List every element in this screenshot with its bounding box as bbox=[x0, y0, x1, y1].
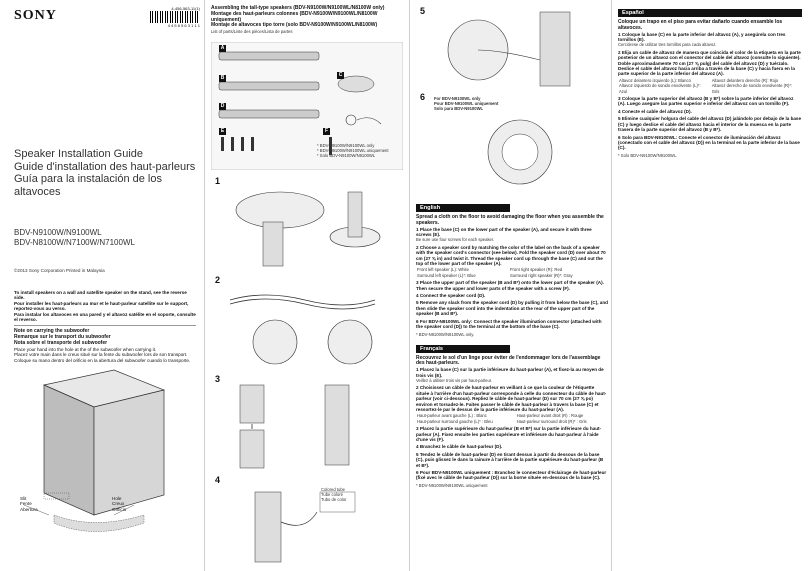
spanish-column bbox=[612, 0, 808, 571]
subwoofer-body-es: Coloque su mano dentro del orificio en la abertura del subwoofer cuando lo transporte. bbox=[14, 357, 191, 363]
english-step-5: 5 Remove any slack from the speaker cord (D) by pulling it from below the base (C), and then slide the speaker cord into the indentation at the rear of the upper part of the speaker (B and B*). bbox=[416, 300, 608, 317]
english-french-column bbox=[410, 0, 610, 571]
lang-bar-french: Français bbox=[416, 345, 510, 353]
english-steps bbox=[416, 227, 608, 330]
spanish-step-1: 1 Coloque la base (C) en la parte inferior del altavoz (A), y asegúrela con tres tornillos (E). Cerciórese de utilizar tres tornillos para cada altavoz. bbox=[618, 31, 786, 48]
spanish-footnote: * Solo BDV-N9100W/N9100WL. bbox=[618, 152, 678, 158]
barcode bbox=[150, 6, 200, 28]
spanish-step-3: 3 Coloque la parte superior del altavoz (B y B*) sobre la parte inferior del altavoz (A). Luego asegure las partes superior e inferior del altavoz con un tornillo (F). bbox=[618, 96, 794, 107]
barcode-text: 4 4 5 6 5 6 3 1 1 1 bbox=[167, 23, 200, 28]
wall-note-es: Para instalar los altavoces en una pared y el altavoz satélite en el soporte, consulte el reverso. bbox=[14, 311, 196, 323]
french-step-2: 2 Choisissez un câble de haut-parleur en veillant à ce que la couleur de l'étiquette située à l'arrière d'un haut-parleur corresponde à celle du connecteur du câble de haut-parleur (voir ci-dessous). Repliez le câble de haut-parleur (D) sur 70 cm (27 ⅝ po) environ et torsadez-le. Faites passer le câble de haut-parleur à travers la base (C) et ressortez-le par le dessus de la partie inférieure du haut-parleur (A). Haut-parleur avant gauche (L) : Blanc Haut-parleur avant droit (R) : Rouge Haut-parleur surround gauche (L)* : Bleu Haut-parleur surround droit (R)* : Gris bbox=[416, 385, 607, 424]
subwoofer-body-en: Place your hand into the hole at the of the subwoofer when carrying it. bbox=[14, 346, 157, 352]
english-step-6: 6 For BDV-N9100WL only: Connect the speaker illumination connector (attached with the speaker cord (D)) to the terminal at the bottom of the base (C). bbox=[416, 318, 602, 330]
parts-list-label: List of parts/Liste des pièces/Lista de partes bbox=[211, 29, 293, 35]
step-1-number: 1 bbox=[215, 176, 221, 186]
step-4-number: 4 bbox=[215, 475, 221, 485]
english-intro: Spread a cloth on the floor to avoid damaging the floor when you assemble the speakers. bbox=[416, 214, 604, 226]
french-step-1: 1 Placez la base (C) sur la partie inférieure du haut-parleur (A), et fixez-la au moyen de trois vis (E). Veillez à utiliser trois vis par haut-parleur. bbox=[416, 367, 604, 383]
french-step-6: 6 Pour BDV-N9100WL uniquement : Branchez le connecteur d'éclairage de haut-parleur (fixé avec le câble de haut-parleur (D)) sur la borne située en-dessous de la base (C). bbox=[416, 470, 607, 481]
french-step-3: 3 Placez la partie supérieure du haut-parleur (B et B*) sur la partie inférieure du haut-parleur (A). Fixez ensuite les parties supérieure et inférieure du haut-parleur à l'aide d'une vis (F). bbox=[416, 426, 602, 442]
step-3-number: 3 bbox=[215, 374, 221, 384]
slit-label: Slit Fente Abertura bbox=[20, 496, 38, 512]
english-step-2: 2 Choose a speaker cord by matching the color of the label on the back of a speaker with the speaker cord's connector (see below). Fold the speaker cord (D) over about 70 cm (27 ⅝ in) and twist it. Thread the speaker cord up through the base (C) and out the top of the lower part of the speaker (A). Front left speaker (L): White Front right speaker (R): Red Surround left speaker (L)*: Blue Surround right speaker (R)*: Gray bbox=[416, 244, 606, 278]
subwoofer-heading-fr: Remarque sur le transport du subwoofer bbox=[14, 334, 111, 341]
title-fr: Guide d'installation des haut-parleurs bbox=[14, 160, 196, 173]
cover-column bbox=[0, 0, 203, 571]
part-label-c: C bbox=[338, 72, 343, 78]
french-footnote: * BDV-N9100W/N9100WL uniquement bbox=[416, 482, 488, 488]
title-es: Guía para la instalación de los altavoces bbox=[14, 173, 162, 198]
spanish-intro: Coloque un trapo en el piso para evitar dañarlo cuando ensamble los altavoces. bbox=[618, 19, 783, 31]
part-number: 4-456-563-11(1) bbox=[171, 6, 200, 11]
part-label-d: D bbox=[220, 103, 225, 109]
step-2-illustration bbox=[225, 280, 395, 370]
step-1-illustration bbox=[225, 182, 395, 270]
colored-tube-label: Colored tube Tube coloré Tubo de color bbox=[321, 487, 347, 502]
parts-column bbox=[205, 0, 408, 571]
subwoofer-illustration bbox=[14, 365, 194, 565]
french-steps bbox=[416, 367, 608, 481]
step-6-number: 6 bbox=[420, 92, 426, 102]
hole-label: Hole Creux Orificio bbox=[112, 496, 127, 512]
spanish-step-4: 4 Conecte el cable del altavoz (D). bbox=[618, 108, 692, 114]
spanish-steps bbox=[618, 32, 802, 151]
step-5-number: 5 bbox=[420, 6, 426, 16]
lang-bar-spanish: Español bbox=[618, 9, 802, 17]
assembly-heading-es: Montaje de altavoces tipo torre (solo BDV-N9100W/N9100WL/N8100W) bbox=[211, 22, 378, 29]
english-step-3: 3 Place the upper part of the speaker (B and B*) onto the lower part of the speaker (A). Then secure the upper and lower parts of the speaker with a screw (F). bbox=[416, 280, 604, 291]
english-footnote: * BDV-N9100W/N9100WL only. bbox=[416, 331, 475, 337]
assembly-heading-fr: Montage des haut-parleurs colonnes (BDV-N9100W/N9100WL/N8100W uniquement) bbox=[211, 10, 378, 23]
assembly-heading-en: Assembling the tall-type speakers (BDV-N9100W/N9100WL/N8100W only) bbox=[211, 5, 385, 11]
title-en: Speaker Installation Guide bbox=[14, 148, 144, 160]
step-3-illustration bbox=[225, 380, 395, 470]
step-6-illustration bbox=[430, 112, 600, 192]
part-label-b: B bbox=[220, 75, 225, 81]
step-2-number: 2 bbox=[215, 275, 221, 285]
spanish-step-6: 6 Solo para BDV-N9100WL: Conecte el conector de iluminación del altavoz (conectado con el cable del altavoz (D)) en la terminal en la parte inferior de la base (C). bbox=[618, 134, 800, 151]
subwoofer-heading-es: Nota sobre el transporte del subwoofer bbox=[14, 340, 108, 347]
part-label-f: F bbox=[324, 128, 329, 134]
part-label-a: A bbox=[220, 45, 225, 51]
french-step-5: 5 Tendez le câble de haut-parleur (D) en tirant dessus à partir du dessous de la base (C), puis glissez le dans la rainure à l'arrière de la partie supérieure du haut-parleur (B et B*). bbox=[416, 451, 604, 468]
english-step-4: 4 Connect the speaker cord (D). bbox=[416, 293, 486, 299]
subwoofer-heading-en: Note on carrying the subwoofer bbox=[14, 328, 90, 335]
copyright: ©2013 Sony Corporation Printed in Malaysia bbox=[14, 268, 105, 273]
wall-note-en: To install speakers on a wall and satellite speaker on the stand, see the reverse side. bbox=[14, 290, 187, 301]
french-intro: Recouvrez le sol d'un linge pour éviter de l'endommager lors de l'assemblage des haut-parleurs. bbox=[416, 354, 601, 367]
french-step-4: 4 Branchez le câble de haut-parleur (D). bbox=[416, 444, 503, 450]
english-step-1: 1 Place the base (C) on the lower part of the speaker (A), and secure it with three screws (E). Be sure use four screws for each speaker. bbox=[416, 226, 592, 243]
lang-bar-english: English bbox=[416, 204, 510, 212]
model-line-2: BDV-N8100W/N7100W/N7100WL bbox=[14, 237, 135, 247]
spanish-step-5: 5 Elimine cualquier holgura del cable del altavoz (D) jalándolo por debajo de la base (C) y luego deslice el cable del altavoz hacia el interior de la muesca en la parte trasera de la parte superior del altavoz (B y B*). bbox=[618, 116, 802, 133]
subwoofer-body-fr: Placez votre main dans le creux situé sur la fente du subwoofer lors de son transport. bbox=[14, 352, 188, 358]
part-label-e: E bbox=[220, 128, 225, 134]
parts-footnote: * BDV-N9100W/N9100WL only * BDV-N9100W/N9100WL uniquement * Solo BDV-N9100W/N9100WL bbox=[317, 143, 389, 158]
spanish-step-2: 2 Elija un cable de altavoz de manera que coincida el color de la etiqueta en la parte posterior de un altavoz con el conector del cable del altavoz (consulte lo siguiente). Doble aproximadamente 70 cm (27 ⅝ pulg) del cable del altavoz (D) y tuérzalo. Deslice el cable del altavoz hacia arriba a través de la base (C) y hacia fuera en la parte superior de la parte inferior del altavoz (A). Altavoz delantero izquierdo (L): Blanco Altavoz delantero derecho (R): Rojo Altavoz izquierdo de sonido envolvente (L)*: Azul Altavoz derecho de sonido envolvente (R)*: Gris bbox=[618, 49, 801, 94]
barcode-bars bbox=[150, 11, 200, 23]
model-line-1: BDV-N9100W/N9100WL bbox=[14, 228, 102, 237]
wall-note-fr: Pour installer les haut-parleurs au mur et le haut-parleur satellite sur le support, reportez-vous au verso. bbox=[14, 300, 189, 312]
step-6-note: For BDV-N9100WL only Pour BDV-N9100WL uniquement Solo para BDV-N9100WL bbox=[434, 96, 499, 111]
step-4-illustration bbox=[225, 482, 395, 567]
step-5-illustration bbox=[430, 10, 600, 88]
sony-logo: SONY bbox=[14, 8, 57, 23]
